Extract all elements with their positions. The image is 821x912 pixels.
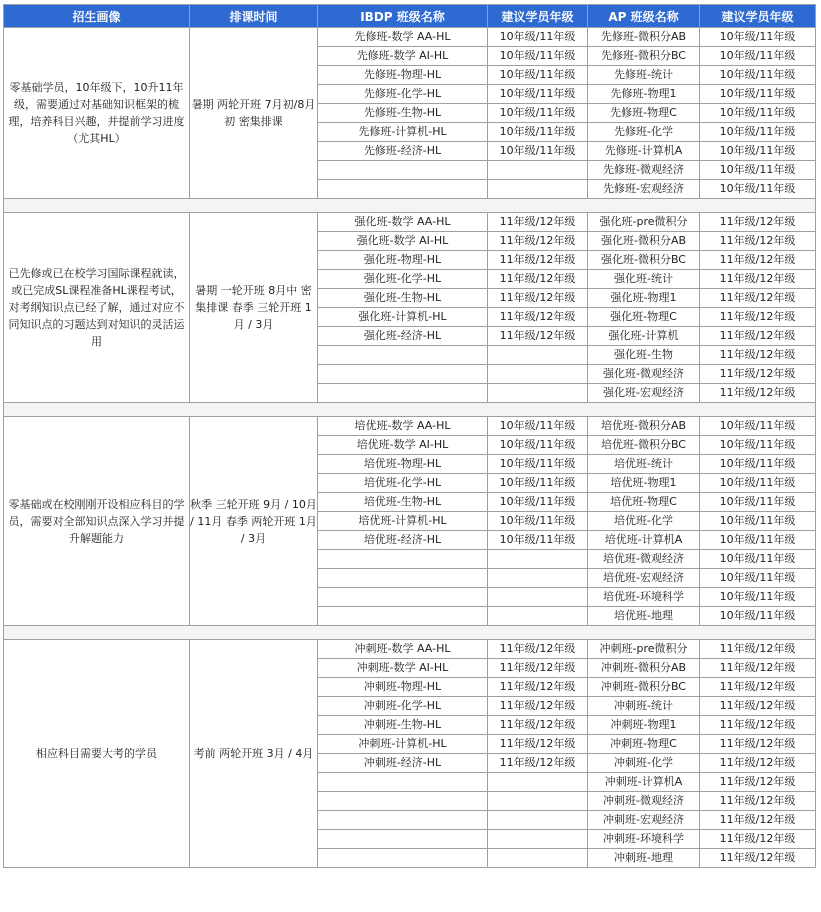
- ib-class-name: 强化班-化学-HL: [318, 270, 488, 289]
- ap-grade: 11年级/12年级: [700, 792, 816, 811]
- ap-grade: 11年级/12年级: [700, 384, 816, 403]
- ap-class-name: 冲刺班-计算机A: [588, 773, 700, 792]
- table-row: [4, 417, 816, 436]
- ib-empty-cell: [318, 607, 488, 626]
- ap-class-name: 强化班-宏观经济: [588, 384, 700, 403]
- ap-class-name: 强化班-生物: [588, 346, 700, 365]
- ib-grade: 11年级/12年级: [488, 251, 588, 270]
- ib-class-name: 强化班-数学 AA-HL: [318, 213, 488, 232]
- schedule-cell: 秋季 三轮开班 9月 / 10月 / 11月 春季 两轮开班 1月 / 3月: [190, 417, 318, 626]
- ap-grade: 11年级/12年级: [700, 830, 816, 849]
- ib-empty-cell: [488, 365, 588, 384]
- ib-grade: 10年级/11年级: [488, 66, 588, 85]
- ap-class-name: 培优班-地理: [588, 607, 700, 626]
- ap-grade: 11年级/12年级: [700, 232, 816, 251]
- ap-grade: 11年级/12年级: [700, 251, 816, 270]
- ap-class-name: 培优班-环境科学: [588, 588, 700, 607]
- ap-grade: 10年级/11年级: [700, 455, 816, 474]
- ap-grade: 10年级/11年级: [700, 569, 816, 588]
- ap-class-name: 培优班-计算机A: [588, 531, 700, 550]
- ap-class-name: 冲刺班-微积分AB: [588, 659, 700, 678]
- ib-grade: 10年级/11年级: [488, 47, 588, 66]
- ib-grade: 10年级/11年级: [488, 123, 588, 142]
- ap-class-name: 先修班-微积分BC: [588, 47, 700, 66]
- ib-class-name: 先修班-经济-HL: [318, 142, 488, 161]
- ap-grade: 11年级/12年级: [700, 811, 816, 830]
- ap-class-name: 培优班-微积分AB: [588, 417, 700, 436]
- ib-empty-cell: [318, 550, 488, 569]
- ib-grade: 11年级/12年级: [488, 678, 588, 697]
- course-table-container: [3, 4, 815, 868]
- ap-grade: 10年级/11年级: [700, 28, 816, 47]
- ap-class-name: 冲刺班-物理C: [588, 735, 700, 754]
- schedule-cell: 考前 两轮开班 3月 / 4月: [190, 640, 318, 868]
- ib-grade: 10年级/11年级: [488, 436, 588, 455]
- ib-grade: 11年级/12年级: [488, 659, 588, 678]
- ib-empty-cell: [318, 588, 488, 607]
- ap-class-name: 强化班-微观经济: [588, 365, 700, 384]
- ib-class-name: 先修班-生物-HL: [318, 104, 488, 123]
- ap-grade: 10年级/11年级: [700, 142, 816, 161]
- ap-class-name: 先修班-物理C: [588, 104, 700, 123]
- header-ib-class: IBDP 班级名称: [318, 5, 488, 28]
- ib-grade: 11年级/12年级: [488, 232, 588, 251]
- ib-class-name: 先修班-物理-HL: [318, 66, 488, 85]
- ib-grade: 11年级/12年级: [488, 270, 588, 289]
- student-profile-cell: 已先修或已在校学习国际课程就读，或已完成SL课程准备HL课程考试，对考纲知识点已经了解，通过对应不同知识点的习题达到对知识的灵活运用: [4, 213, 190, 403]
- ib-class-name: 强化班-物理-HL: [318, 251, 488, 270]
- ap-grade: 10年级/11年级: [700, 47, 816, 66]
- ib-grade: 10年级/11年级: [488, 28, 588, 47]
- ib-grade: 10年级/11年级: [488, 455, 588, 474]
- ib-class-name: 培优班-数学 AI-HL: [318, 436, 488, 455]
- ib-empty-cell: [318, 365, 488, 384]
- ib-class-name: 强化班-生物-HL: [318, 289, 488, 308]
- ib-class-name: 强化班-数学 AI-HL: [318, 232, 488, 251]
- ap-class-name: 冲刺班-宏观经济: [588, 811, 700, 830]
- ap-class-name: 强化班-物理C: [588, 308, 700, 327]
- header-ap-grade: 建议学员年级: [700, 5, 816, 28]
- table-row: [4, 28, 816, 47]
- ap-class-name: 培优班-物理1: [588, 474, 700, 493]
- ap-grade: 11年级/12年级: [700, 697, 816, 716]
- ap-grade: 11年级/12年级: [700, 716, 816, 735]
- ib-empty-cell: [488, 384, 588, 403]
- ib-grade: 10年级/11年级: [488, 85, 588, 104]
- ap-grade: 11年级/12年级: [700, 213, 816, 232]
- ib-empty-cell: [318, 773, 488, 792]
- ap-class-name: 强化班-pre微积分: [588, 213, 700, 232]
- ap-class-name: 先修班-微观经济: [588, 161, 700, 180]
- ap-class-name: 强化班-微积分AB: [588, 232, 700, 251]
- course-schedule-table: [3, 4, 816, 868]
- ap-class-name: 强化班-统计: [588, 270, 700, 289]
- schedule-cell: 暑期 一轮开班 8月中 密集排课 春季 三轮开班 1月 / 3月: [190, 213, 318, 403]
- ap-class-name: 冲刺班-地理: [588, 849, 700, 868]
- ib-class-name: 培优班-生物-HL: [318, 493, 488, 512]
- ap-class-name: 先修班-计算机A: [588, 142, 700, 161]
- ib-class-name: 冲刺班-物理-HL: [318, 678, 488, 697]
- ap-grade: 11年级/12年级: [700, 346, 816, 365]
- ib-class-name: 冲刺班-计算机-HL: [318, 735, 488, 754]
- ap-grade: 11年级/12年级: [700, 678, 816, 697]
- table-row: [4, 213, 816, 232]
- ib-class-name: 先修班-化学-HL: [318, 85, 488, 104]
- ib-empty-cell: [318, 830, 488, 849]
- ib-class-name: 冲刺班-经济-HL: [318, 754, 488, 773]
- ib-grade: 11年级/12年级: [488, 327, 588, 346]
- ib-empty-cell: [488, 180, 588, 199]
- ib-empty-cell: [488, 588, 588, 607]
- ib-class-name: 冲刺班-数学 AA-HL: [318, 640, 488, 659]
- ap-class-name: 冲刺班-pre微积分: [588, 640, 700, 659]
- ib-grade: 10年级/11年级: [488, 512, 588, 531]
- ap-grade: 10年级/11年级: [700, 550, 816, 569]
- ib-class-name: 培优班-化学-HL: [318, 474, 488, 493]
- ap-class-name: 冲刺班-统计: [588, 697, 700, 716]
- ap-class-name: 培优班-物理C: [588, 493, 700, 512]
- ib-grade: 11年级/12年级: [488, 716, 588, 735]
- ib-class-name: 先修班-数学 AA-HL: [318, 28, 488, 47]
- ap-grade: 10年级/11年级: [700, 474, 816, 493]
- header-row: [4, 5, 816, 28]
- separator-cell: [4, 403, 816, 417]
- ib-empty-cell: [488, 849, 588, 868]
- ib-grade: 11年级/12年级: [488, 754, 588, 773]
- ib-grade: 10年级/11年级: [488, 474, 588, 493]
- ib-empty-cell: [318, 161, 488, 180]
- header-profile: 招生画像: [4, 5, 190, 28]
- ib-grade: 11年级/12年级: [488, 697, 588, 716]
- ap-grade: 11年级/12年级: [700, 308, 816, 327]
- ap-grade: 10年级/11年级: [700, 180, 816, 199]
- ib-class-name: 冲刺班-化学-HL: [318, 697, 488, 716]
- section-separator: [4, 626, 816, 640]
- ib-empty-cell: [488, 569, 588, 588]
- ap-class-name: 培优班-化学: [588, 512, 700, 531]
- ib-empty-cell: [488, 830, 588, 849]
- ib-empty-cell: [318, 849, 488, 868]
- ib-class-name: 培优班-经济-HL: [318, 531, 488, 550]
- ap-class-name: 先修班-物理1: [588, 85, 700, 104]
- ap-grade: 10年级/11年级: [700, 161, 816, 180]
- ib-grade: 10年级/11年级: [488, 104, 588, 123]
- ib-empty-cell: [488, 607, 588, 626]
- ib-class-name: 先修班-数学 AI-HL: [318, 47, 488, 66]
- ib-grade: 11年级/12年级: [488, 640, 588, 659]
- student-profile-cell: 零基础或在校刚刚开设相应科目的学员，需要对全部知识点深入学习并提升解题能力: [4, 417, 190, 626]
- ap-grade: 11年级/12年级: [700, 327, 816, 346]
- ib-empty-cell: [488, 550, 588, 569]
- ib-class-name: 先修班-计算机-HL: [318, 123, 488, 142]
- ib-grade: 10年级/11年级: [488, 531, 588, 550]
- table-body: [4, 28, 816, 868]
- ap-grade: 10年级/11年级: [700, 493, 816, 512]
- ib-empty-cell: [488, 811, 588, 830]
- ap-class-name: 冲刺班-微观经济: [588, 792, 700, 811]
- ib-class-name: 冲刺班-数学 AI-HL: [318, 659, 488, 678]
- ib-class-name: 培优班-计算机-HL: [318, 512, 488, 531]
- header-ib-grade: 建议学员年级: [488, 5, 588, 28]
- header-schedule: 排课时间: [190, 5, 318, 28]
- student-profile-cell: 相应科目需要大考的学员: [4, 640, 190, 868]
- ib-empty-cell: [488, 161, 588, 180]
- ib-empty-cell: [488, 792, 588, 811]
- ib-empty-cell: [318, 346, 488, 365]
- ap-grade: 11年级/12年级: [700, 365, 816, 384]
- ib-class-name: 强化班-经济-HL: [318, 327, 488, 346]
- ib-empty-cell: [318, 569, 488, 588]
- ap-class-name: 强化班-计算机: [588, 327, 700, 346]
- ap-grade: 11年级/12年级: [700, 270, 816, 289]
- ap-grade: 11年级/12年级: [700, 640, 816, 659]
- ib-class-name: 冲刺班-生物-HL: [318, 716, 488, 735]
- ap-grade: 10年级/11年级: [700, 85, 816, 104]
- ib-empty-cell: [318, 384, 488, 403]
- ap-class-name: 先修班-微积分AB: [588, 28, 700, 47]
- ib-empty-cell: [318, 180, 488, 199]
- student-profile-cell: 零基础学员，10年级下，10升11年级，需要通过对基础知识框架的梳理，培养科目兴趣，并提前学习进度（尤其HL）: [4, 28, 190, 199]
- ib-class-name: 强化班-计算机-HL: [318, 308, 488, 327]
- header-ap-class: AP 班级名称: [588, 5, 700, 28]
- table-row: [4, 640, 816, 659]
- ap-grade: 11年级/12年级: [700, 754, 816, 773]
- section-separator: [4, 403, 816, 417]
- ap-class-name: 强化班-物理1: [588, 289, 700, 308]
- ap-class-name: 培优班-宏观经济: [588, 569, 700, 588]
- ib-grade: 11年级/12年级: [488, 289, 588, 308]
- ap-grade: 10年级/11年级: [700, 531, 816, 550]
- ib-class-name: 培优班-物理-HL: [318, 455, 488, 474]
- ap-grade: 11年级/12年级: [700, 735, 816, 754]
- schedule-cell: 暑期 两轮开班 7月初/8月初 密集排课: [190, 28, 318, 199]
- ap-class-name: 培优班-微观经济: [588, 550, 700, 569]
- section-separator: [4, 199, 816, 213]
- ib-grade: 10年级/11年级: [488, 417, 588, 436]
- separator-cell: [4, 626, 816, 640]
- ib-empty-cell: [488, 773, 588, 792]
- ap-grade: 11年级/12年级: [700, 659, 816, 678]
- ib-grade: 11年级/12年级: [488, 735, 588, 754]
- ap-grade: 10年级/11年级: [700, 588, 816, 607]
- ib-empty-cell: [318, 811, 488, 830]
- ib-empty-cell: [488, 346, 588, 365]
- ap-grade: 10年级/11年级: [700, 436, 816, 455]
- ap-class-name: 冲刺班-环境科学: [588, 830, 700, 849]
- ap-grade: 11年级/12年级: [700, 773, 816, 792]
- ap-class-name: 冲刺班-微积分BC: [588, 678, 700, 697]
- ap-class-name: 强化班-微积分BC: [588, 251, 700, 270]
- ib-grade: 11年级/12年级: [488, 213, 588, 232]
- ap-class-name: 先修班-化学: [588, 123, 700, 142]
- ap-grade: 10年级/11年级: [700, 512, 816, 531]
- ap-class-name: 先修班-统计: [588, 66, 700, 85]
- separator-cell: [4, 199, 816, 213]
- ap-class-name: 培优班-微积分BC: [588, 436, 700, 455]
- ap-grade: 11年级/12年级: [700, 849, 816, 868]
- ap-grade: 10年级/11年级: [700, 123, 816, 142]
- ib-empty-cell: [318, 792, 488, 811]
- ib-grade: 11年级/12年级: [488, 308, 588, 327]
- ap-grade: 10年级/11年级: [700, 417, 816, 436]
- ap-class-name: 冲刺班-物理1: [588, 716, 700, 735]
- ap-grade: 10年级/11年级: [700, 66, 816, 85]
- ap-grade: 10年级/11年级: [700, 104, 816, 123]
- ib-grade: 10年级/11年级: [488, 142, 588, 161]
- ap-grade: 11年级/12年级: [700, 289, 816, 308]
- ap-class-name: 培优班-统计: [588, 455, 700, 474]
- ap-class-name: 冲刺班-化学: [588, 754, 700, 773]
- ap-class-name: 先修班-宏观经济: [588, 180, 700, 199]
- ap-grade: 10年级/11年级: [700, 607, 816, 626]
- ib-grade: 10年级/11年级: [488, 493, 588, 512]
- ib-class-name: 培优班-数学 AA-HL: [318, 417, 488, 436]
